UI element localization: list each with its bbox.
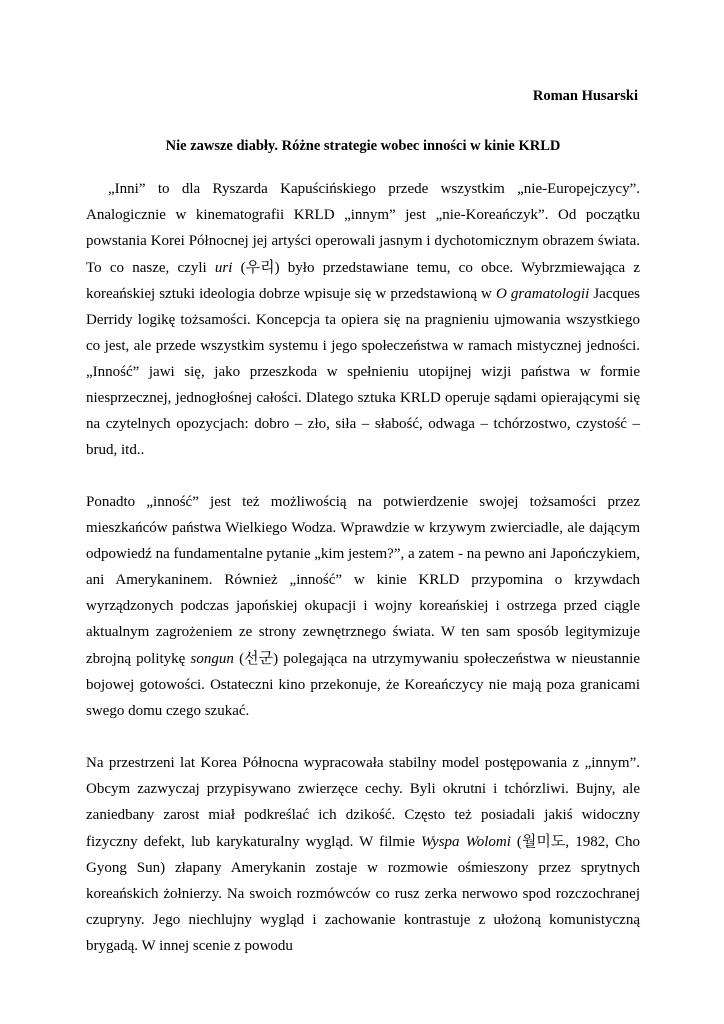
term-uri-korean: 우리 [245,258,275,276]
film-title: Wyspa Wolomi [420,834,511,850]
paragraph-1 [86,176,640,463]
paragraph-3-text-a: Na przestrzeni lat Korea Północna wypracowała stabilny model postępowania z „innym”. Obcym zazwyczaj przypisywano zwierzęce cechy. Byli okrutni i tchórzliwi. Bujny, ale zaniedbany zarost miał podkreślać ich dzikość. Często też posiadali jakiś widoczny fizyczny defekt, lub karykaturalny wygląd. W filmie [86,755,640,850]
paragraph-3 [86,750,640,959]
author-name: Roman Husarski [532,88,638,104]
article-title: Nie zawsze diabły. Różne strategie wobec inności w kinie KRLD [165,138,561,154]
paragraph-1-text-d: Jacques Derridy logikę tożsamości. Koncepcja ta opiera się na pragnieniu ujmowania wszystkiego co jest, ale przede wszystkim systemu i jego społeczeństwa w ramach mistycznej jedności. „Inność” jawi się, jako przeszkoda w spełnieniu utopijnej wizji państwa w formie niesprzecznej, jednogłośnej całości. Dlatego sztuka KRLD operuje sądami opierającymi się na czytelnych opozycjach: dobro – zło, siła – słabość, odwaga – tchórzostwo, czystość – brud, itd.. [86,286,640,458]
book-title: O gramatologii [495,286,590,302]
film-title-korean: 월미도 [521,832,566,850]
paragraph-3-text-c: , 1982, Cho Gyong Sun) złapany Amerykanin zostaje w rozmowie ośmieszony przez sprytnych koreańskich żołnierzy. Na swoich rozmówców co rusz zerka nerwowo spod rozczochranej czupryny. Jego niechlujny wygląd i zachowanie kontrastuje z ułożoną komunistyczną brygadą. W innej scenie z powodu [86,834,640,954]
paragraph-3-text-b: ( [510,834,522,850]
term-songun-korean: 선군 [244,649,274,667]
paragraph-2-text-c: ) polegająca na utrzymywaniu społeczeństwa w nieustannie bojowej gotowości. Ostateczni kino przekonuje, że Koreańczycy nie mają poza granicami swego domu czego szukać. [86,651,640,719]
paragraph-2-text-b: ( [233,651,245,667]
paragraph-2 [86,489,640,724]
paragraph-1-text-b: ( [232,260,246,276]
paragraph-1-text-c: ) było przedstawiane temu, co obce. Wybrzmiewająca z koreańskiej sztuki ideologia dobrze wpisuje się w przedstawioną w [86,260,640,302]
paragraph-2-text-a: Ponadto „inność” jest też możliwością na potwierdzenie swojej tożsamości przez mieszkańców państwa Wielkiego Wodza. Wprawdzie w krzywym zwierciadle, ale dającym odpowiedź na fundamentalne pytanie „kim jestem?”, a zatem - na pewno ani Japończykiem, ani Amerykaninem. Również „inność” w kinie KRLD przypomina o krzywdach wyrządzonych podczas japońskiej okupacji i wojny koreańskiej i ostrzega przed ciągle aktualnym zagrożeniem ze strony zewnętrznego świata. W ten sam sposób legitymizuje zbrojną politykę [86,494,640,667]
term-uri: uri [214,260,233,276]
article-body [86,176,640,959]
term-songun: songun [190,651,234,667]
paragraph-1-text-a: „Inni” to dla Ryszarda Kapuścińskiego przede wszystkim „nie-Europejczycy”. Analogicznie w kinematografii KRLD „innym” jest „nie-Koreańczyk”. Od początku powstania Korei Północnej jej artyści operowali jasnym i dychotomicznym obrazem świata. To co nasze, czyli [86,181,640,276]
